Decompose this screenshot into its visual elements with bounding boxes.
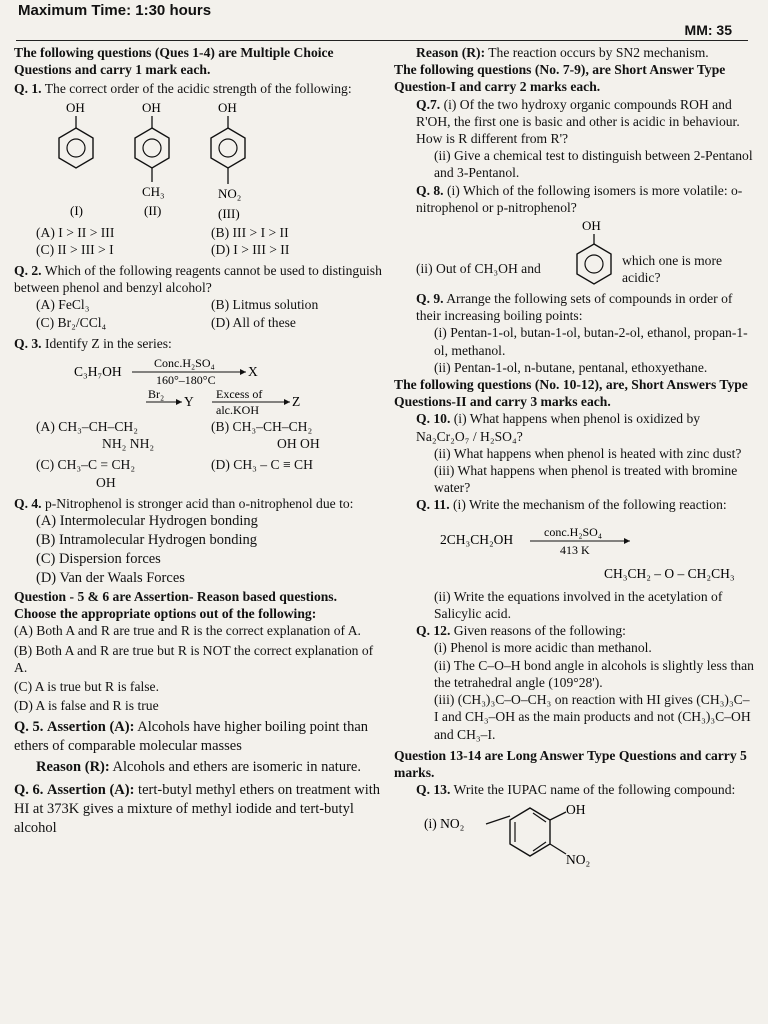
- question-9: Q. 9. Arrange the following sets of compounds in order of their increasing boiling points: (i) Pentan-1-ol, butan-1-ol, butan-2-ol, ethanol, propan-1-ol, methanol. (ii) Pentan-1-ol, n-butane, pentanal, ethoxyethane.: [416, 291, 748, 375]
- svg-text:NO₂: NO₂: [566, 852, 591, 868]
- ar-option-d: (D) A is false and R is true: [14, 698, 159, 714]
- question-10: Q. 10. (i) What happens when phenol is oxidized by Na₂Cr₂O₇ / H₂SO₄? (ii) What happens when phenol is heated with zinc dust? (iii) What happens when phenol is treated with bromine water?: [416, 411, 742, 496]
- ar-option-b: (B) Both A and R are true but R is NOT the correct explanation of A.: [14, 642, 374, 675]
- q3-option-d: (D) CH₃ – C ≡ CH: [211, 457, 313, 473]
- q1-options: [14, 224, 386, 258]
- q4-options: [14, 512, 386, 588]
- question-4: [14, 495, 386, 512]
- q1-option-d: (D) I > III > II: [211, 241, 290, 257]
- p-nitrophenol-structure: [211, 100, 245, 221]
- svg-text:413 K: 413 K: [560, 542, 590, 557]
- left-column: [14, 44, 386, 838]
- question-8: Q. 8. (i) Which of the following isomers is more volatile: o-nitrophenol or p-nitrophenol? (ii) Out of CH₃OH and OH which one is more acidic?: [394, 182, 754, 290]
- question-12: Q. 12. Given reasons of the following: (i) Phenol is more acidic than methanol. (ii) The C–O–H bond angle in alcohols is slightly less than the tetrahedral angle (109°28'). (iii) (CH₃)₃C–O–CH₃ on reaction with HI gives (CH₃)₃C–I and CH₃–OH as the main products and not (CH₃)₃C–OH and CH₃–I.: [416, 623, 754, 742]
- svg-text:alc.KOH: alc.KOH: [216, 403, 259, 417]
- q1-option-b: (B) III > I > II: [211, 224, 289, 240]
- p-cresol-structure: [135, 100, 169, 218]
- svg-text:Z: Z: [292, 394, 301, 410]
- svg-text:OH: OH: [566, 802, 586, 818]
- ar-option-a: (A) Both A and R are true and R is the correct explanation of A.: [14, 623, 361, 639]
- q1-text: The correct order of the acidic strength of the following:: [44, 81, 352, 97]
- question-6: Q. 6. Assertion (A): tert-butyl methyl ethers on treatment with HI at 373K gives a mixture of methyl iodide and tert-butyl alcohol: [14, 782, 381, 837]
- svg-text:CH₃CH₂ – O – CH₂CH₃: CH₃CH₂ – O – CH₂CH₃: [604, 565, 735, 581]
- q6-reason: Reason (R): The reaction occurs by SN2 mechanism.: [416, 45, 709, 60]
- mol-label-3: (III): [218, 205, 240, 221]
- mol-label-2: (II): [144, 202, 162, 218]
- q2-option-a: (A) FeCl₃: [36, 297, 90, 313]
- svg-text:Br₂: Br₂: [148, 387, 165, 402]
- svg-text:X: X: [248, 364, 258, 380]
- phenol-structure: [59, 100, 93, 218]
- q4-option-b: (B) Intramolecular Hydrogen bonding: [36, 532, 258, 549]
- svg-text:OH: OH: [218, 99, 237, 115]
- svg-text:(i) NO₂: (i) NO₂: [424, 816, 465, 832]
- svg-text:C₃H₇OH: C₃H₇OH: [74, 364, 122, 380]
- phenol-structure: [566, 218, 622, 290]
- q3-option-b: (B) CH₃–CH–CH₂ OH OH: [211, 419, 320, 452]
- q2-number: Q. 2.: [14, 263, 42, 279]
- mol-label-1: (I): [70, 202, 83, 218]
- q1-option-c: (C) II > III > I: [36, 241, 114, 257]
- q2-text: Which of the following reagents cannot be used to distinguish between phenol and benzyl alcohol?: [14, 263, 382, 296]
- q2-option-b: (B) Litmus solution: [211, 297, 319, 313]
- svg-text:Conc.H₂SO₄: Conc.H₂SO₄: [154, 356, 215, 371]
- long-answer-intro: Question 13-14 are Long Answer Type Questions and carry 5 marks.: [394, 747, 747, 780]
- svg-text:conc.H₂SO₄: conc.H₂SO₄: [544, 524, 603, 539]
- max-marks: MM: 35: [684, 22, 732, 38]
- short-answer-1-intro: The following questions (No. 7-9), are Short Answer Type Question-I and carry 2 marks each.: [394, 62, 726, 95]
- q3-option-a: (A) CH₃–CH–CH₂ NH₂ NH₂: [36, 419, 155, 452]
- svg-text:2CH₃CH₂OH: 2CH₃CH₂OH: [440, 531, 514, 547]
- svg-text:OH: OH: [66, 99, 85, 115]
- right-column: [394, 44, 754, 879]
- question-13: Q. 13. Write the IUPAC name of the following compound: (i) NO₂ OH NO₂: [394, 781, 754, 878]
- q11-reaction: [394, 514, 754, 584]
- q1-structures: [14, 100, 314, 222]
- svg-text:CH₃: CH₃: [142, 183, 165, 199]
- q2-option-c: (C) Br₂/CCl₄: [36, 314, 107, 330]
- q1-number: Q. 1.: [14, 81, 42, 97]
- svg-text:Y: Y: [184, 394, 194, 410]
- question-7: Q.7. (i) Of the two hydroxy organic compounds ROH and R'OH, the first one is basic and other is acidic in behaviour. How is R different from R'? (ii) Give a chemical test to distinguish between 2-Pentanol and 3-Pentanol.: [416, 96, 753, 181]
- svg-text:OH: OH: [142, 99, 161, 115]
- question-3: [14, 335, 386, 352]
- svg-text:160°–180°C: 160°–180°C: [156, 373, 216, 388]
- question-1: [14, 80, 386, 97]
- q3-text: Identify Z in the series:: [44, 335, 172, 351]
- question-5: Q. 5. Assertion (A): Alcohols have higher boiling point than ethers of comparable molecular masses Reason (R): Alcohols and ethers are isomeric in nature.: [14, 719, 369, 776]
- mcq-intro: The following questions (Ques 1-4) are Multiple Choice Questions and carry 1 mark each.: [14, 45, 334, 78]
- question-2: [14, 262, 386, 296]
- q4-option-d: (D) Van der Waals Forces: [36, 570, 185, 587]
- q4-option-c: (C) Dispersion forces: [36, 551, 161, 568]
- q2-options: [14, 296, 386, 330]
- ar-option-c: (C) A is true but R is false.: [14, 679, 159, 695]
- assertion-reason-intro: Question - 5 & 6 are Assertion- Reason based questions. Choose the appropriate options out of the following:: [14, 589, 337, 622]
- header-rule: [16, 40, 748, 41]
- q3-reaction-scheme: [14, 354, 374, 416]
- short-answer-2-intro: The following questions (No. 10-12), are, Short Answers Type Questions-II and carry 3 marks each.: [394, 377, 748, 410]
- q3-number: Q. 3.: [14, 335, 42, 351]
- q4-option-a: (A) Intermolecular Hydrogen bonding: [36, 513, 258, 530]
- q3-options: [14, 418, 386, 491]
- q13-structure: [394, 798, 754, 874]
- q1-option-a: (A) I > II > III: [36, 224, 115, 240]
- q3-option-c: (C) CH₃–C = CH₂ OH: [36, 457, 136, 490]
- q4-number: Q. 4.: [14, 495, 42, 511]
- q2-option-d: (D) All of these: [211, 314, 296, 330]
- svg-text:NO₂: NO₂: [218, 185, 242, 201]
- question-11: Q. 11. (i) Write the mechanism of the following reaction: 2CH₃CH₂OH conc.H₂SO₄ 413 K CH₃CH₂ – O – CH₂CH₃ (ii) Write the equations involved in the acetylation of Salicylic acid.: [394, 496, 754, 622]
- assertion-reason-options: [14, 622, 386, 714]
- max-time: Maximum Time: 1:30 hours: [18, 2, 212, 19]
- q4-text: p-Nitrophenol is stronger acid than o-nitrophenol due to:: [44, 495, 354, 511]
- svg-text:Excess of: Excess of: [216, 387, 263, 402]
- svg-text:OH: OH: [582, 218, 601, 234]
